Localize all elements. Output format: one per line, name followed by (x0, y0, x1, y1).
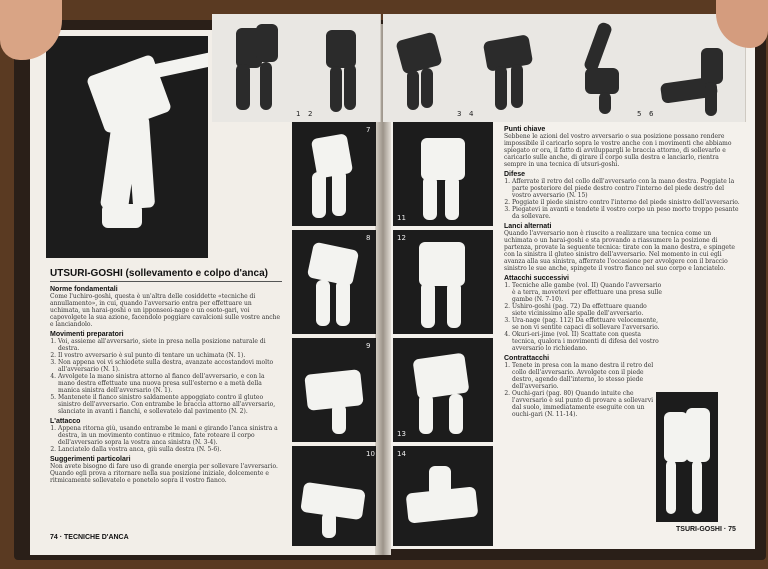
hero-photo (46, 36, 208, 258)
photo-number: 7 (366, 126, 371, 134)
list-item: 2. Lanciatelo dalla vostra anca, giù sulla destra (N. 5-6). (58, 446, 282, 453)
left-text-column (50, 268, 282, 484)
section-text: Quando l'avversario non è riuscito a realizzare una tecnica come un uchimata o un harai-goshi e sta provando a riassumere la posizione di partenza, provate la seguente tecnica: tirate con la mano destra, e spingete con la sinistra il gluteo sinistro dell'avversario. Nel momento in cui egli avanza alla sua sinistra, afferrate l'occasione per avvolgere con il braccio sinistro le sue anche, spingete il vostro fianco nel suo corpo e lanciatelo. (504, 230, 735, 272)
section-title: Norme fondamentali (50, 286, 118, 293)
photo-number: 5 (637, 110, 642, 118)
list-item: 2. Poggiate il piede sinistro contro l'interno del piede sinistro dell'avversario. (512, 199, 740, 206)
section-title: L'attacco (50, 418, 81, 425)
page-folio-right: TSURI-GOSHI · 75 (676, 526, 736, 533)
section-title: Attacchi successivi (504, 275, 569, 282)
photo-13 (393, 338, 493, 442)
list-item: 4. Avvolgete la mano sinistra attorno al fianco dell'avversario, e con la mano destra effettuate una nuova presa sull'esterno e a metà della manica sinistra dell'avversario (N. 1). (58, 373, 282, 394)
list-item: 2. Ushiro-goshi (pag. 72) Da effettuare quando siete vicinissimo alle spalle dell'avversario. (512, 303, 662, 317)
list-item: 3. Non appena voi vi schiodete sulla destra, avanzate accostandovi molto all'avversario (N. 1). (58, 359, 282, 373)
right-text-column (504, 126, 740, 418)
photo-11 (393, 122, 493, 226)
heading-rule (50, 281, 282, 282)
photo-8 (292, 230, 376, 334)
photo-number: 2 (308, 110, 313, 118)
section-title: Difese (504, 171, 526, 178)
photo-number: 8 (366, 234, 371, 242)
photo-number: 9 (366, 342, 371, 350)
list-item: 1. Appena ritorna giù, usando entrambe le mani e girando l'anca sinistra a destra, in un movimento continuo e ritmico, fate roteare il corpo dell'avversario sopra la vostra anca sinistra (N. 3-4). (58, 425, 282, 446)
section-text: Non avete bisogno di fare uso di grande energia per sollevare l'avversario. Quando egli prova a ritornare nella sua posizione iniziale, dolcemente e ritmicamente sollevatelo e ponetelo sopra il vostro fianco. (50, 463, 278, 484)
photo-1 (212, 14, 305, 122)
list-item: 1. Voi, assieme all'avversario, siete in presa nella posizione naturale di destra. (58, 338, 282, 352)
photo-number: 10 (366, 450, 375, 458)
section-title: Suggerimenti particolari (50, 456, 131, 463)
photo-number: 6 (649, 110, 654, 118)
list-item: 1. Afferrate il retro del collo dell'avversario con la mano destra. Poggiate la parte posteriore del piede destro contro l'interno del piede destro del vostro avversario (N. 15) (512, 178, 740, 199)
list-item: 5. Mantenete il fianco sinistro saldamente appoggiato contro il gluteo sinistro dell'avversario. Con entrambe le braccia attorno all'avversario, slanciate in avanti i fianchi, e sollevatelo dal pavimento (N. 2). (58, 394, 282, 415)
photo-10 (292, 446, 376, 546)
photo-number: 14 (397, 450, 406, 458)
list-item: 3. Ura-nage (pag. 112) Da effettuare velocemente, se non vi sentite capaci di sollevare l'avversario. (512, 317, 662, 331)
photo-number: 1 (296, 110, 301, 118)
list-item: 2. Ouchi-gari (pag. 80) Quando intuite che l'avversario è sul punto di provare a sollevarvi dal suolo, immediatamente eseguite con un ouchi-gari (N. 11-14). (512, 390, 657, 418)
photo-number: 11 (397, 214, 406, 222)
steps-list (50, 338, 282, 415)
section-text: Come l'uchiro-goshi, questa è un'altra delle cosiddette «tecniche di annullamento», in cui, quando l'avversario entra per effettuare un uchimata, un harai-goshi o un ipponseoi-nage o un osoto-gari, voi capovolgete la sua azione, facendolo poggiare cavalcioni sulle vostre anche e lanciandolo. (50, 293, 281, 328)
section-title: Contrattacchi (504, 355, 550, 362)
photo-12 (393, 230, 493, 334)
photo-number: 3 (457, 110, 462, 118)
page-folio-left: 74 · TECNICHE D'ANCA (50, 534, 129, 541)
photo-number: 13 (397, 430, 406, 438)
photo-9 (292, 338, 376, 442)
steps-list (504, 178, 740, 220)
photo-7 (292, 122, 376, 226)
section-text: Sebbene le azioni del vostro avversario o sua posizione possano rendere impossibile il caricarlo sopra le vostre anche con i movimenti che abbiamo spiegato or ora, il fatto di avviluppargli le braccia attorno, di sollevarlo e caricarlo sulle anche, di girare il corpo sulla destra e lanciarlo, rientra sempre in una tecnica di utsuri-goshi. (504, 133, 732, 168)
steps-list (50, 425, 282, 453)
photo-3 (383, 14, 466, 122)
photo-number: 12 (397, 234, 406, 242)
steps-list (504, 362, 657, 418)
photo-2 (304, 14, 381, 122)
photo-5 (559, 14, 646, 122)
list-item: 3. Piegatevi in avanti e tendete il vostro corpo un peso morto troppo pesante da sollevare. (512, 206, 740, 220)
photo-number: 4 (469, 110, 474, 118)
list-item: 1. Tenete in presa con la mano destra il retro del collo dell'avversario. Avvolgete con il piede destro, agendo dall'interno, lo stesso piede dell'avversario. (512, 362, 657, 390)
section-title: Movimenti preparatori (50, 331, 124, 338)
section-title: Lanci alternati (504, 223, 552, 230)
list-item: 1. Tecniche alle gambe (vol. II) Quando l'avversario è a terra, movetevi per effettuare una presa sulle gambe (N. 7-10). (512, 282, 662, 303)
photo-4 (465, 14, 560, 122)
steps-list (504, 282, 662, 352)
list-item: 4. Okuri-eri-jime (vol. II) Scattate con questa tecnica, qualora i movimenti di difesa del vostro avversario lo richiedano. (512, 331, 662, 352)
page-heading: UTSURI-GOSHI (sollevamento e colpo d'anca) (50, 268, 268, 279)
list-item: 2. Il vostro avversario è sul punto di tentare un uchimata (N. 1). (58, 352, 282, 359)
photo-14 (393, 446, 493, 546)
section-title: Punti chiave (504, 126, 546, 133)
